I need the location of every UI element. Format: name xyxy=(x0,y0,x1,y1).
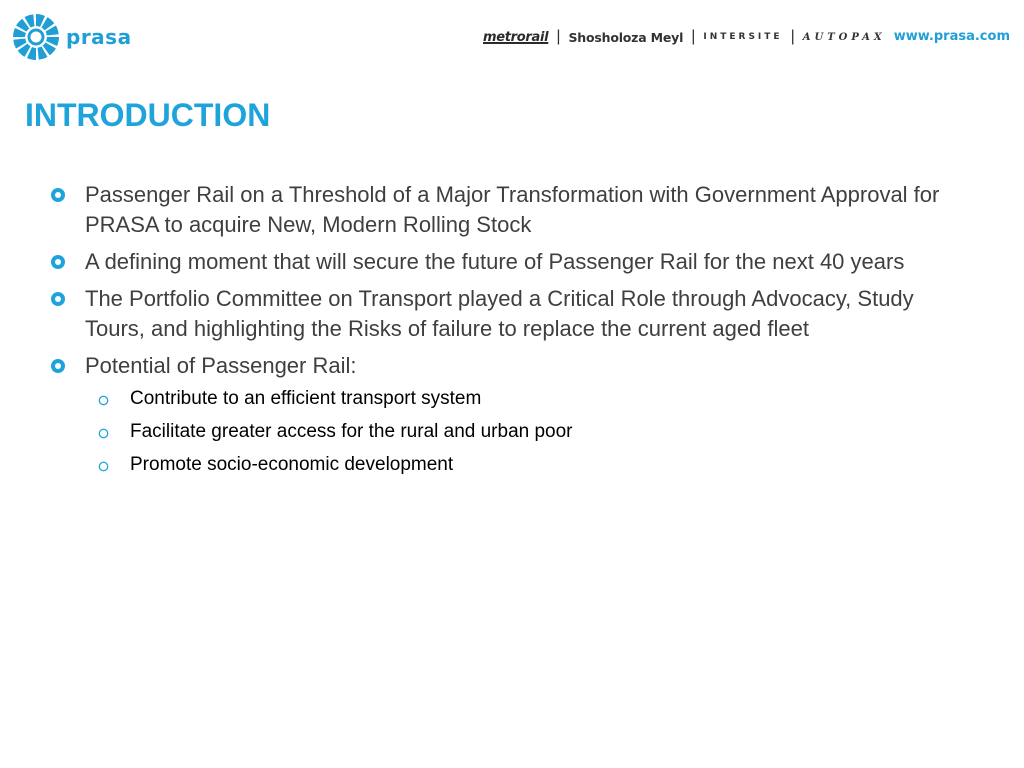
prasa-logo-icon xyxy=(12,13,60,61)
ring-bullet-icon xyxy=(50,358,66,374)
ring-bullet-icon xyxy=(50,254,66,270)
brand-autopax: AUTOPAX xyxy=(802,31,886,43)
bullet-item xyxy=(50,351,950,478)
logo-text: prasa xyxy=(66,25,132,49)
slide-header xyxy=(0,0,1024,76)
hollow-circle-icon xyxy=(98,461,109,472)
sub-bullet-item xyxy=(85,385,950,412)
hollow-circle-icon xyxy=(98,428,109,439)
sub-bullet-text: Facilitate greater access for the rural and urban poor xyxy=(130,421,573,442)
brand-separator: | xyxy=(790,28,795,45)
bullet-list xyxy=(50,180,950,485)
bullet-item xyxy=(50,180,950,240)
sub-bullet-item xyxy=(85,418,950,445)
bullet-item xyxy=(50,247,950,277)
brand-shosholoza-meyl: Shosholoza Meyl xyxy=(568,29,684,45)
brand-intersite: INTERSITE xyxy=(703,32,783,42)
bullet-text: Potential of Passenger Rail: xyxy=(85,353,357,378)
hollow-circle-icon xyxy=(98,395,109,406)
website-url: www.prasa.com xyxy=(893,29,1010,44)
sub-bullet-list xyxy=(85,385,950,478)
brand-strip xyxy=(483,28,886,46)
sub-bullet-text: Contribute to an efficient transport system xyxy=(130,388,482,409)
bullet-item xyxy=(50,284,950,344)
slide-title: INTRODUCTION xyxy=(25,97,271,133)
sub-bullet-text: Promote socio-economic development xyxy=(130,454,454,475)
bullet-text: A defining moment that will secure the future of Passenger Rail for the next 40 years xyxy=(85,249,905,274)
sub-bullet-item xyxy=(85,451,950,478)
brand-separator: | xyxy=(556,28,561,45)
ring-bullet-icon xyxy=(50,187,66,203)
ring-bullet-icon xyxy=(50,291,66,307)
brand-separator: | xyxy=(691,28,696,45)
bullet-text: The Portfolio Committee on Transport played a Critical Role through Advocacy, Study Tours, and highlighting the Risks of failure to replace the current aged fleet xyxy=(85,286,914,341)
bullet-text: Passenger Rail on a Threshold of a Major Transformation with Government Approval for PRASA to acquire New, Modern Rolling Stock xyxy=(85,182,940,237)
brand-metrorail: metrorail xyxy=(483,29,549,45)
